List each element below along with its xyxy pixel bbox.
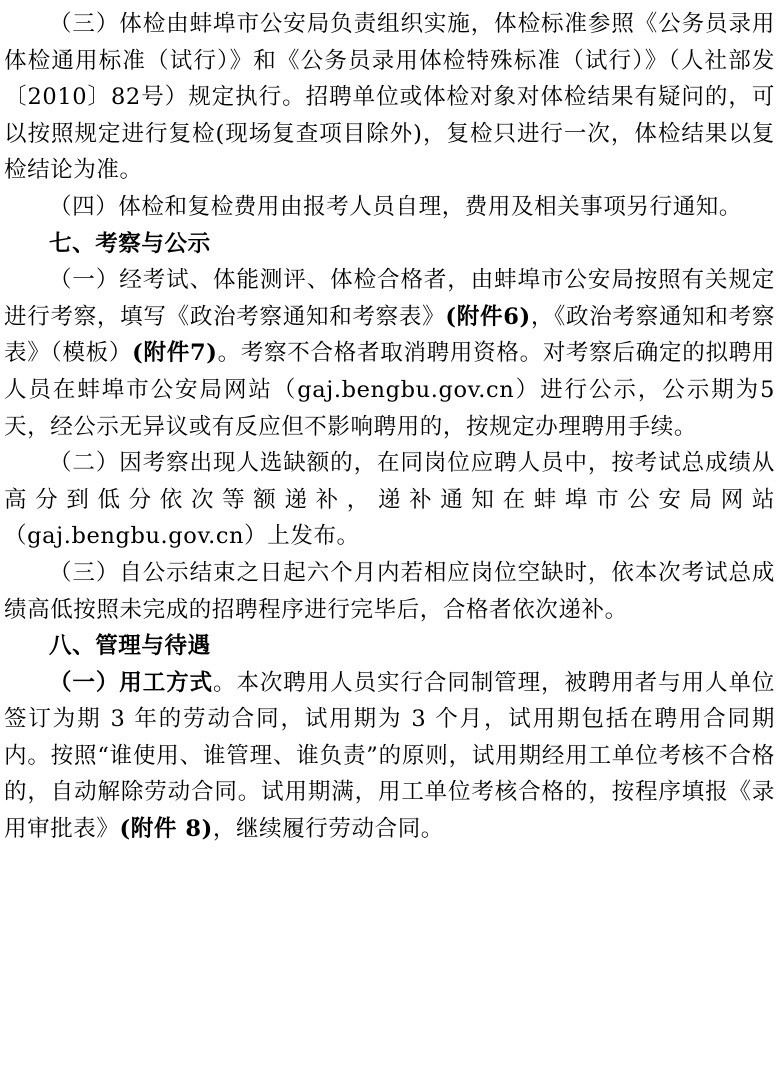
section-heading-7: 七、考察与公示 <box>49 230 211 257</box>
paragraph-inspection-1-text-c: ，《政治考察通知和考察表》（模板） <box>4 303 775 367</box>
paragraph-inspection-1-text-a: （一）经考试、体能测评、体检合格者，由蚌埠市公安局按照有关规定进行考察，填写《政治考察通知和考察表》 <box>4 267 775 330</box>
paragraph-management-1 <box>4 665 775 848</box>
employment-method-label: （一）用工方式 <box>49 669 214 696</box>
paragraph-physical-exam-3: （三）体检由蚌埠市公安局负责组织实施，体检标准参照《公务员录用体检通用标准（试行）》和《公务员录用体检特殊标准（试行）》（人社部发〔2010〕82号）规定执行。招聘单位或体检对象对体检结果有疑问的，可以按照规定进行复检(现场复查项目除外)，复检只进行一次，体检结果以复检结论为准。 <box>4 11 775 184</box>
paragraph-physical-exam-4: （四）体检和复检费用由报考人员自理，费用及相关事项另行通知。 <box>49 193 743 220</box>
attachment-8-ref: (附件 8) <box>119 816 213 843</box>
paragraph-inspection-1-text-e: 。考察不合格者取消聘用资格。对考察后确定的拟聘用人员在蚌埠市公安局网站（gaj.bengbu.gov.cn）进行公示，公示期为5天，经公示无异议或有反应但不影响聘用的，按规定办理聘用手续。 <box>4 340 775 440</box>
paragraph-management-1-text-d: ，继续履行劳动合同。 <box>212 816 444 843</box>
paragraph-inspection-1 <box>4 262 775 445</box>
paragraph-inspection-3: （三）自公示结束之日起六个月内若相应岗位空缺时，依本次考试总成绩高低按照未完成的招聘程序进行完毕后，合格者依次递补。 <box>4 559 775 623</box>
attachment-7-ref: (附件7) <box>132 340 218 367</box>
section-heading-8: 八、管理与待遇 <box>49 633 211 660</box>
paragraph-management-1-text-b: 。本次聘用人员实行合同制管理，被聘用者与用人单位签订为期 3 年的劳动合同，试用期为 3 个月，试用期包括在聘用合同期内。按照“谁使用、谁管理、谁负责”的原则，试用期经用工单位考核不合格的，自动解除劳动合同。试用期满，用工单位考核合格的，按程序填报《录用审批表》 <box>4 669 775 843</box>
attachment-6-ref: (附件6) <box>445 303 531 330</box>
paragraph-inspection-2: （二）因考察出现人选缺额的，在同岗位应聘人员中，按考试总成绩从高分到低分依次等额递补，递补通知在蚌埠市公安局网站（gaj.bengbu.gov.cn）上发布。 <box>4 450 775 550</box>
